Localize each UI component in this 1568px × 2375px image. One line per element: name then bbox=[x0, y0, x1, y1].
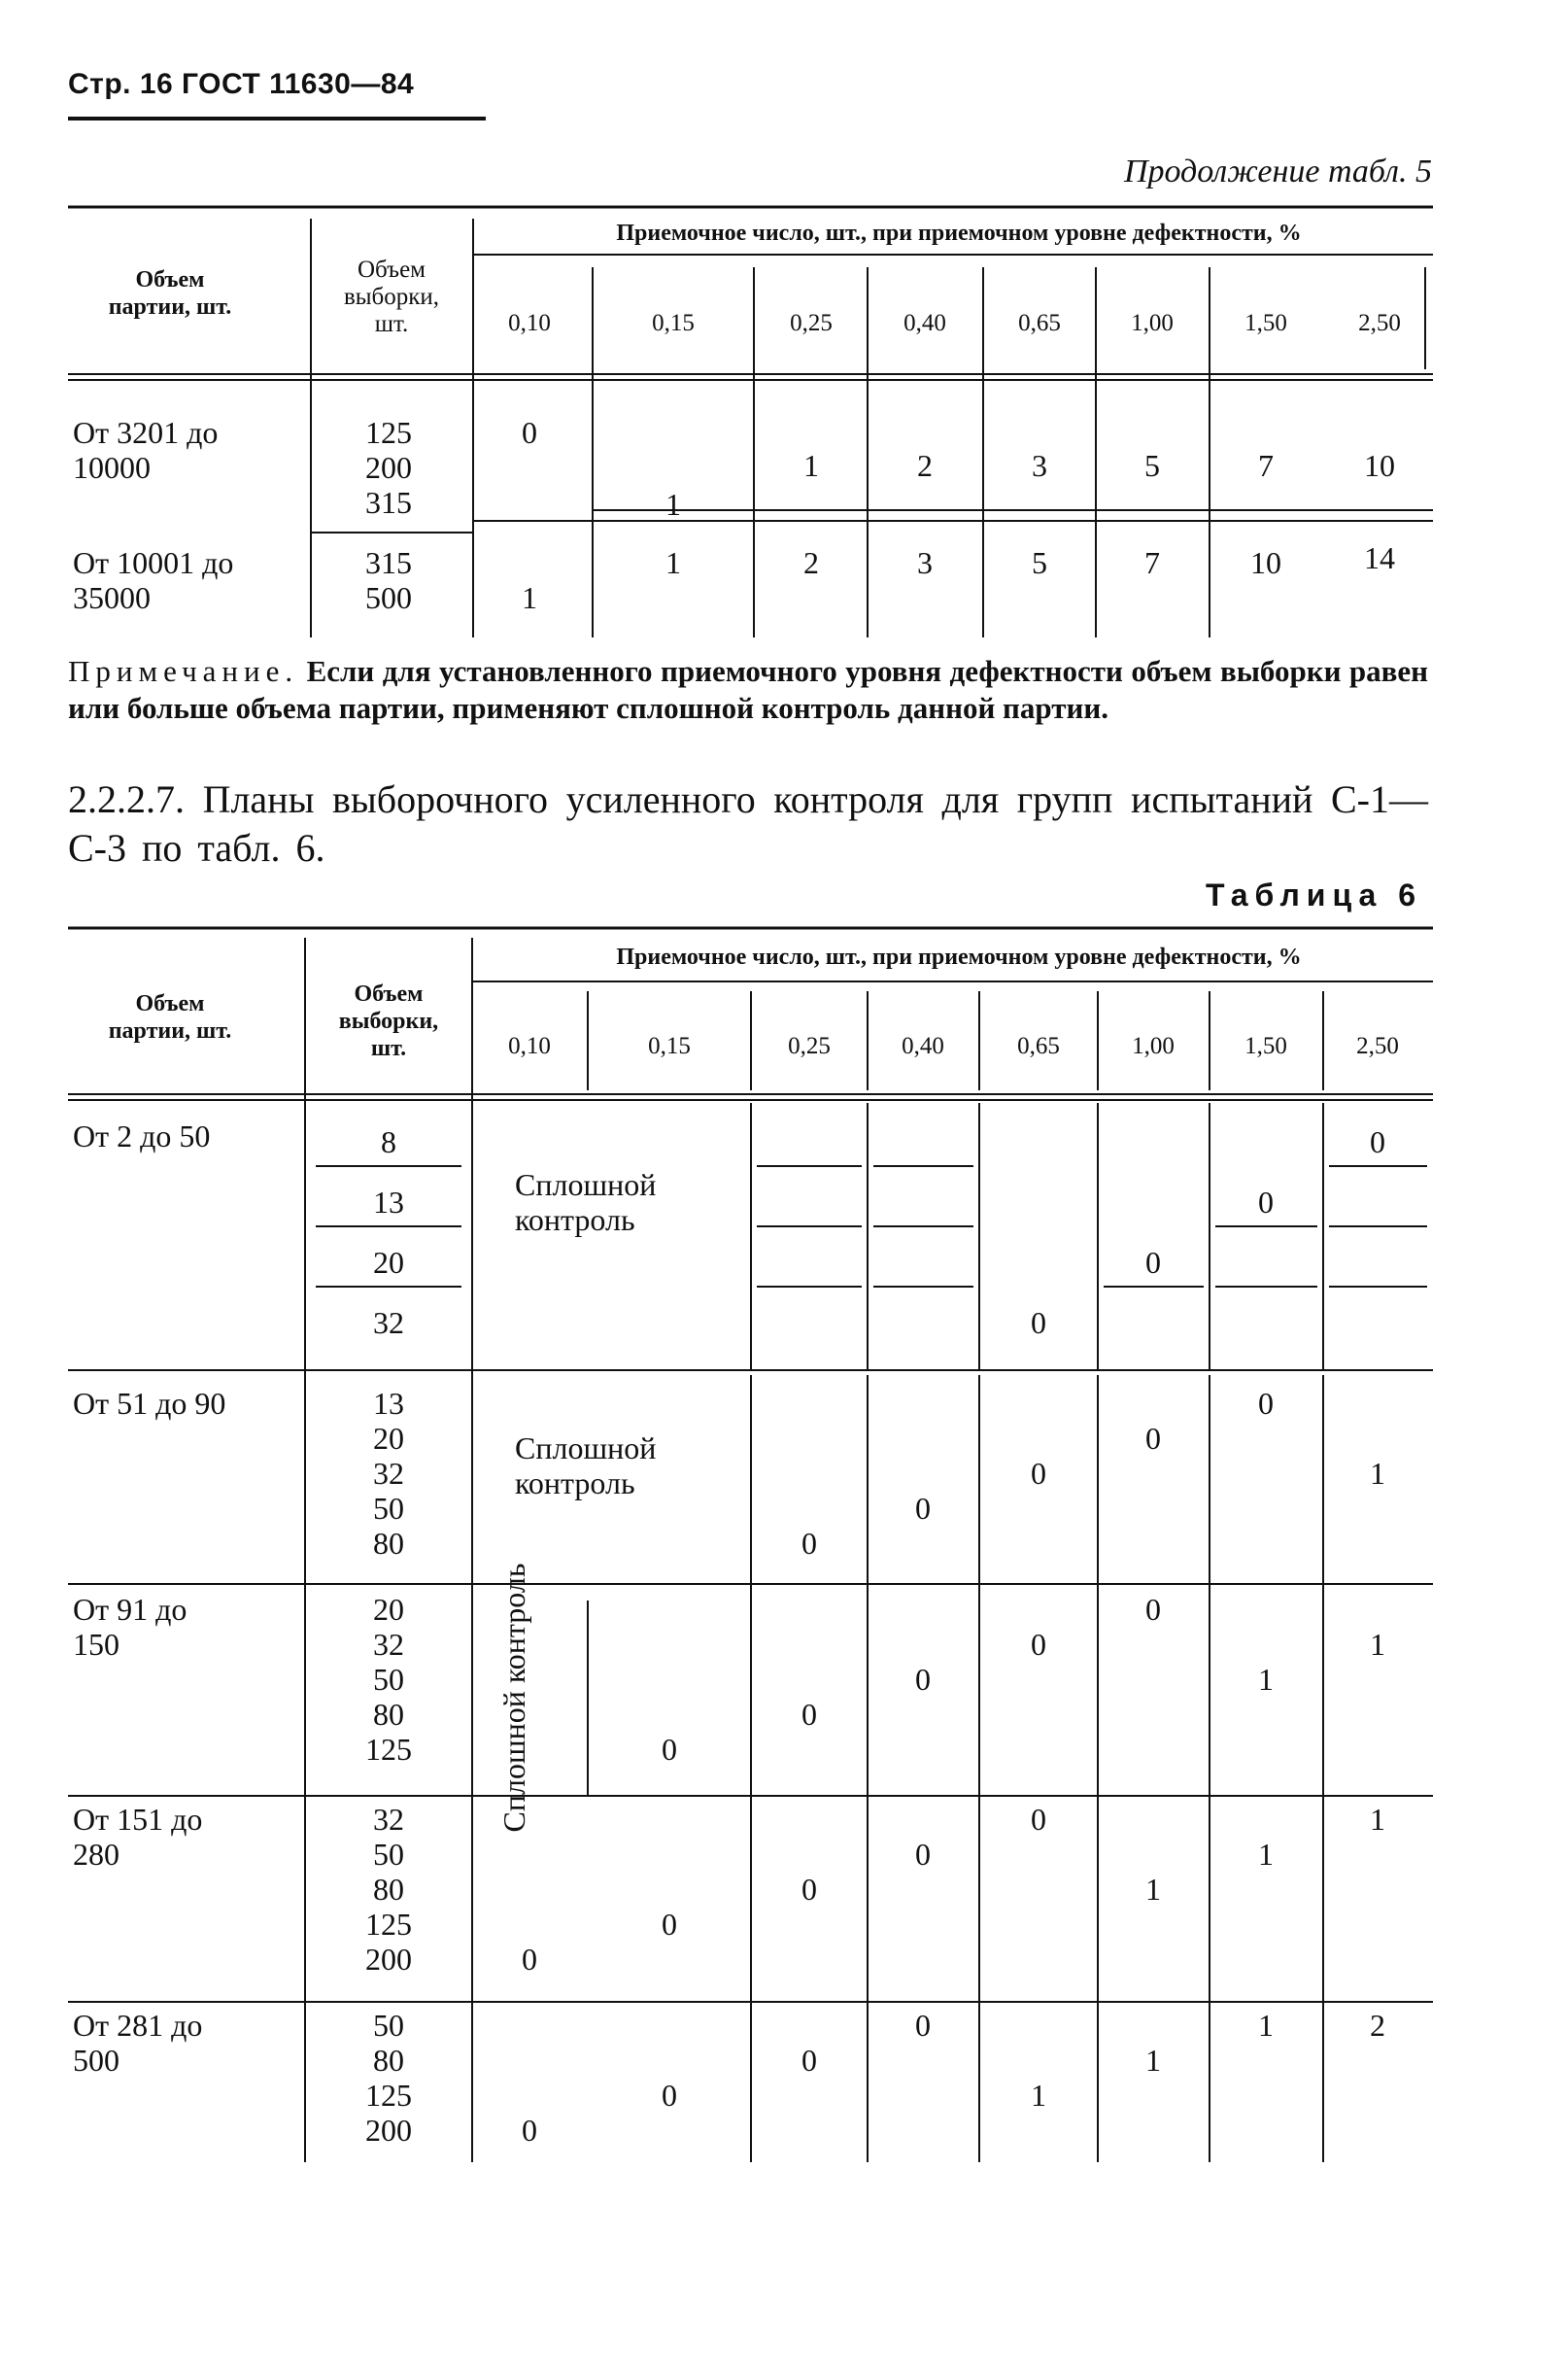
table6-full-control: Сплошной bbox=[515, 1167, 657, 1202]
table5-accept-value: 5 bbox=[1032, 545, 1047, 580]
table6-accept-value: 0 bbox=[915, 1491, 931, 1526]
table6-full-control: контроль bbox=[515, 1465, 635, 1500]
table5-accept-value: 5 bbox=[1144, 448, 1160, 483]
table6-accept-value: 0 bbox=[801, 1526, 817, 1561]
table5-accept-value: 3 bbox=[1032, 448, 1047, 483]
table5-header-lot: партии, шт. bbox=[108, 294, 232, 320]
table6-accept-value: 0 bbox=[801, 1697, 817, 1732]
table6-aql-label: 1,00 bbox=[1132, 1033, 1175, 1059]
table6-sample-size: 32 bbox=[373, 1627, 404, 1662]
table6-sample-size: 50 bbox=[373, 1491, 404, 1526]
table6-header-sample: Объем bbox=[354, 981, 424, 1007]
table5-accept-value: 2 bbox=[803, 545, 819, 580]
table6-header-sample: шт. bbox=[370, 1036, 407, 1061]
table6-aql-label: 0,15 bbox=[648, 1033, 691, 1059]
table5-aql-label: 0,65 bbox=[1018, 310, 1061, 336]
table6-accept-value: 1 bbox=[1258, 1837, 1274, 1872]
table6-sample-size: 80 bbox=[373, 1526, 404, 1561]
table6-aql-label: 0,25 bbox=[788, 1033, 831, 1059]
table6-aql-label: 0,40 bbox=[902, 1033, 944, 1059]
table5-aql-label: 0,10 bbox=[508, 310, 551, 336]
table5-header-acceptance: Приемочное число, шт., при приемочном уровне дефектности, % bbox=[616, 221, 1302, 246]
table5-accept-value: 14 bbox=[1364, 540, 1395, 575]
table6-accept-value: 1 bbox=[1370, 1456, 1385, 1491]
table5-header-lot: Объем bbox=[135, 267, 205, 293]
table6-sample-size: 13 bbox=[373, 1386, 404, 1421]
table5-sample-size: 500 bbox=[365, 580, 412, 615]
table6-sample-size: 50 bbox=[373, 2008, 404, 2043]
table6-sample-size: 125 bbox=[365, 1732, 412, 1767]
table6-header-lot: Объем bbox=[135, 991, 205, 1016]
table5-accept-value: 10 bbox=[1250, 545, 1281, 580]
table6-accept-value: 2 bbox=[1370, 2008, 1385, 2043]
table6-full-control: Сплошной bbox=[515, 1430, 657, 1465]
table5-lot-label: 35000 bbox=[73, 580, 151, 615]
table5-accept-value: 1 bbox=[665, 487, 681, 522]
table6-sample-size: 32 bbox=[373, 1305, 404, 1340]
table6-accept-value: 0 bbox=[1145, 1421, 1161, 1456]
table6-sample-size: 50 bbox=[373, 1662, 404, 1697]
table6-accept-value: 0 bbox=[915, 2008, 931, 2043]
table6-accept-value: 0 bbox=[1031, 1627, 1046, 1662]
table5-accept-value: 10 bbox=[1364, 448, 1395, 483]
table5-aql-label: 1,00 bbox=[1131, 310, 1174, 336]
table6-accept-value: 0 bbox=[1031, 1305, 1046, 1340]
table5-header-sample: шт. bbox=[374, 311, 409, 337]
table6-sample-size: 80 bbox=[373, 1697, 404, 1732]
table5-header-sample: выборки, bbox=[343, 284, 440, 310]
table6-sample-size: 8 bbox=[381, 1124, 396, 1159]
table6-accept-value: 0 bbox=[915, 1662, 931, 1697]
table5-accept-value: 7 bbox=[1258, 448, 1274, 483]
table6-accept-value: 0 bbox=[662, 1907, 677, 1942]
table6-lot-label: От 51 до 90 bbox=[73, 1386, 226, 1421]
table6-accept-value: 0 bbox=[801, 1872, 817, 1907]
table6-accept-value: 1 bbox=[1370, 1802, 1385, 1837]
table6-sample-size: 32 bbox=[373, 1802, 404, 1837]
table6-sample-size: 20 bbox=[373, 1592, 404, 1627]
table6-sample-size: 13 bbox=[373, 1185, 404, 1220]
table6-lot-label: 500 bbox=[73, 2043, 119, 2078]
clause-2-2-2-7: 2.2.2.7. Планы выборочного усиленного контроля для групп испытаний С-1—С-3 по табл. 6. bbox=[68, 777, 1428, 870]
table6-sample-size: 20 bbox=[373, 1245, 404, 1280]
table5-accept-value: 1 bbox=[803, 448, 819, 483]
table5-lot-label: От 3201 до bbox=[73, 415, 219, 450]
table6-accept-value: 1 bbox=[1258, 1662, 1274, 1697]
table6-accept-value: 0 bbox=[662, 1732, 677, 1767]
table5-continuation-caption: Продолжение табл. 5 bbox=[1123, 154, 1432, 189]
table6-lot-label: 280 bbox=[73, 1837, 119, 1872]
table6-accept-value: 0 bbox=[801, 2043, 817, 2078]
table5-sample-size: 315 bbox=[365, 485, 412, 520]
table6-full-control: контроль bbox=[515, 1202, 635, 1237]
table6-sample-size: 200 bbox=[365, 1942, 412, 1977]
table6-accept-value: 1 bbox=[1145, 2043, 1161, 2078]
table5-aql-label: 2,50 bbox=[1358, 310, 1401, 336]
table5-lot-label: От 10001 до bbox=[73, 545, 234, 580]
table5-accept-value: 7 bbox=[1144, 545, 1160, 580]
table6-accept-value: 0 bbox=[1031, 1456, 1046, 1491]
table5-accept-value: 1 bbox=[665, 545, 681, 580]
table5-sample-size: 315 bbox=[365, 545, 412, 580]
table6-sample-size: 200 bbox=[365, 2113, 412, 2148]
table6-aql-label: 2,50 bbox=[1356, 1033, 1399, 1059]
table5-lot-label: 10000 bbox=[73, 450, 151, 485]
table6-accept-value: 0 bbox=[1370, 1124, 1385, 1159]
table5-aql-label: 0,40 bbox=[903, 310, 946, 336]
table6-accept-value: 1 bbox=[1258, 2008, 1274, 2043]
table6-caption: Таблица 6 bbox=[1205, 878, 1422, 912]
table5-accept-value: 3 bbox=[917, 545, 933, 580]
table6-sample-size: 50 bbox=[373, 1837, 404, 1872]
table6-accept-value: 0 bbox=[522, 2113, 537, 2148]
table6-lot-label: От 281 до bbox=[73, 2008, 203, 2043]
table5-accept-value: 2 bbox=[917, 448, 933, 483]
table6-lot-label: От 151 до bbox=[73, 1802, 203, 1837]
table5-header-sample: Объем bbox=[358, 257, 426, 283]
table6-sample-size: 20 bbox=[373, 1421, 404, 1456]
table6-aql-label: 1,50 bbox=[1244, 1033, 1287, 1059]
table6-sample-size: 125 bbox=[365, 2078, 412, 2113]
table6-lot-label: 150 bbox=[73, 1627, 119, 1662]
table6-accept-value: 1 bbox=[1031, 2078, 1046, 2113]
table6-accept-value: 0 bbox=[1145, 1245, 1161, 1280]
table5-sample-size: 125 bbox=[365, 415, 412, 450]
table6-lot-label: От 91 до bbox=[73, 1592, 187, 1627]
table6-header-acceptance: Приемочное число, шт., при приемочном уровне дефектности, % bbox=[616, 945, 1302, 970]
table6-accept-value: 0 bbox=[1031, 1802, 1046, 1837]
table6-accept-value: 0 bbox=[915, 1837, 931, 1872]
table6-full-control-vertical: Сплошной контроль bbox=[496, 1563, 531, 1833]
table6-accept-value: 0 bbox=[1145, 1592, 1161, 1627]
table6-sample-size: 80 bbox=[373, 1872, 404, 1907]
table6-accept-value: 1 bbox=[1370, 1627, 1385, 1662]
table6-header-sample: выборки, bbox=[338, 1009, 439, 1034]
table6-accept-value: 0 bbox=[1258, 1185, 1274, 1220]
table5-accept-value: 0 bbox=[522, 415, 537, 450]
table6-accept-value: 0 bbox=[522, 1942, 537, 1977]
table6-aql-label: 0,10 bbox=[508, 1033, 551, 1059]
table5-aql-label: 0,15 bbox=[652, 310, 695, 336]
table5-aql-label: 1,50 bbox=[1244, 310, 1287, 336]
table5-accept-value: 1 bbox=[522, 580, 537, 615]
table6-lot-label: От 2 до 50 bbox=[73, 1119, 211, 1153]
note-text: Если для установленного приемочного уровня дефектности объем выборки равен или больше объема партии, применяют сплошной контроль данной партии. bbox=[68, 654, 1429, 725]
table6-sample-size: 125 bbox=[365, 1907, 412, 1942]
table5-sample-size: 200 bbox=[365, 450, 412, 485]
table5-aql-label: 0,25 bbox=[790, 310, 833, 336]
table6-header-lot: партии, шт. bbox=[108, 1018, 232, 1044]
table6-sample-size: 80 bbox=[373, 2043, 404, 2078]
table6-accept-value: 1 bbox=[1145, 1872, 1161, 1907]
note-label: Примечание. bbox=[68, 654, 299, 688]
table6-aql-label: 0,65 bbox=[1017, 1033, 1060, 1059]
page-header: Стр. 16 ГОСТ 11630—84 bbox=[68, 68, 415, 100]
table6-accept-value: 0 bbox=[1258, 1386, 1274, 1421]
table6-accept-value: 0 bbox=[662, 2078, 677, 2113]
table6-sample-size: 32 bbox=[373, 1456, 404, 1491]
